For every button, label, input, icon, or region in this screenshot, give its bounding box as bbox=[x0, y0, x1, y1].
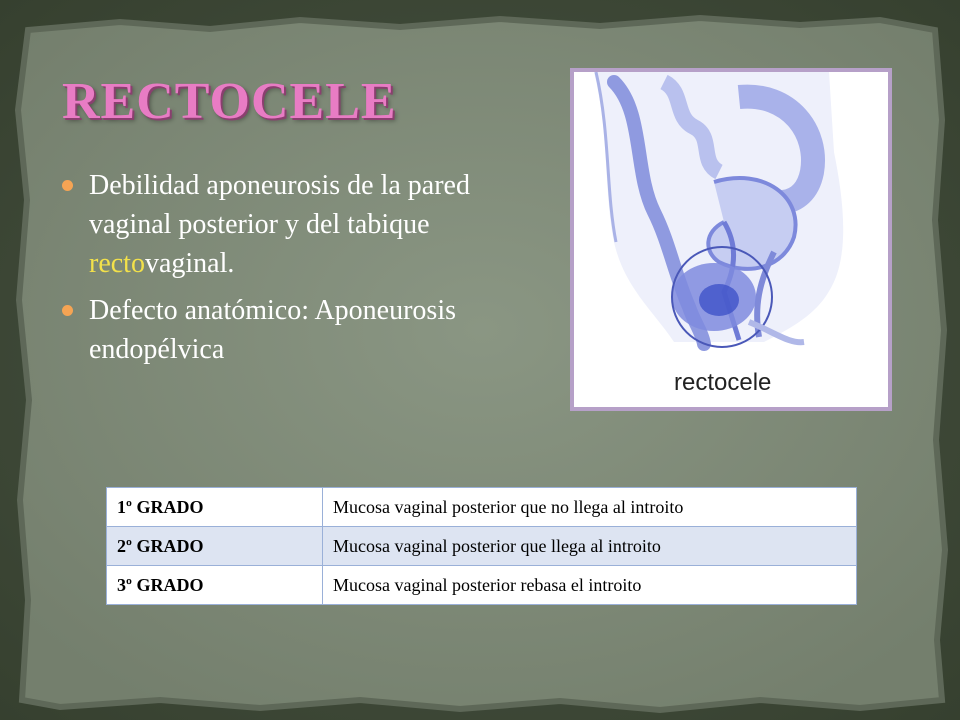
bullet-text: Defecto anatómico: Aponeurosis endopélvica bbox=[89, 295, 457, 365]
bullet-item bbox=[62, 166, 532, 283]
grade-cell: 1º GRADO bbox=[107, 488, 323, 527]
rectocele-illustration bbox=[574, 72, 888, 407]
bullet-list bbox=[62, 166, 532, 377]
table-row bbox=[107, 488, 857, 527]
grades-table bbox=[106, 487, 857, 605]
slide-title: RECTOCELE bbox=[62, 73, 397, 130]
description-cell: Mucosa vaginal posterior que no llega al introito bbox=[323, 488, 857, 527]
grade-cell: 3º GRADO bbox=[107, 566, 323, 605]
bullet-icon bbox=[62, 305, 73, 316]
bullet-text-start: Debilidad aponeurosis de la pared vaginal posterior y del tabique bbox=[89, 170, 470, 240]
grade-cell: 2º GRADO bbox=[107, 527, 323, 566]
table-row bbox=[107, 566, 857, 605]
figure-caption: rectocele bbox=[674, 369, 772, 396]
description-cell: Mucosa vaginal posterior que llega al introito bbox=[323, 527, 857, 566]
bullet-text-end: vaginal. bbox=[144, 248, 235, 279]
anatomy-figure bbox=[570, 68, 892, 411]
highlight-text: recto bbox=[89, 248, 145, 279]
table-row bbox=[107, 527, 857, 566]
description-cell: Mucosa vaginal posterior rebasa el introito bbox=[323, 566, 857, 605]
bullet-icon bbox=[62, 180, 73, 191]
bullet-item bbox=[62, 291, 532, 369]
